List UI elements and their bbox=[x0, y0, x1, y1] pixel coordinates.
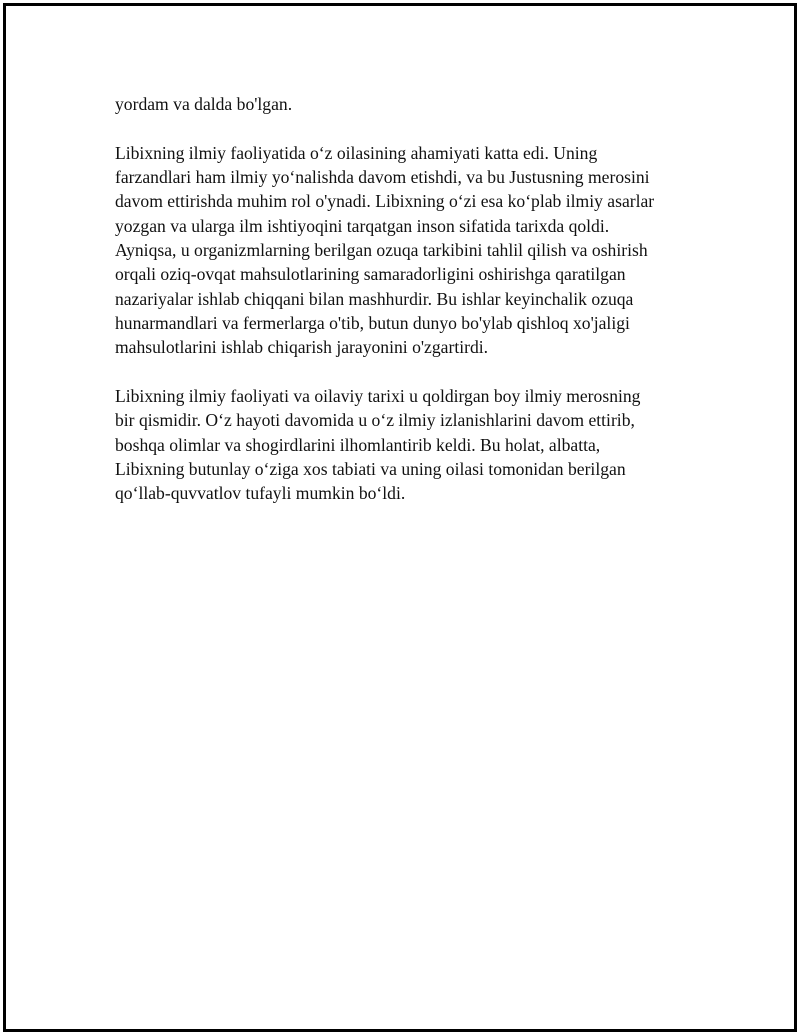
text-line: Libixning ilmiy faoliyatida o‘z oilasining ahamiyati katta edi. Uning bbox=[115, 142, 598, 163]
paragraph-2 bbox=[115, 141, 675, 360]
text-line: yozgan va ularga ilm ishtiyoqini tarqatgan inson sifatida tarixda qoldi. bbox=[115, 215, 610, 236]
paragraph-3 bbox=[115, 384, 675, 505]
text-line: Libixning butunlay o‘ziga xos tabiati va uning oilasi tomonidan berilgan bbox=[115, 458, 626, 479]
text-line: nazariyalar ishlab chiqqani bilan mashhurdir. Bu ishlar keyinchalik ozuqa bbox=[115, 288, 634, 309]
text-line: bir qismidir. O‘z hayoti davomida u o‘z ilmiy izlanishlarini davom ettirib, bbox=[115, 410, 635, 431]
text-line: yordam va dalda bo'lgan. bbox=[115, 94, 293, 114]
text-line: qo‘llab-quvvatlov tufayli mumkin bo‘ldi. bbox=[115, 483, 406, 504]
text-line: orqali oziq-ovqat mahsulotlarining samaradorligini oshirishga qaratilgan bbox=[115, 264, 626, 285]
text-line: davom ettirishda muhim rol o'ynadi. Libixning o‘zi esa ko‘plab ilmiy asarlar bbox=[115, 191, 655, 212]
text-line: Ayniqsa, u organizmlarning berilgan ozuqa tarkibini tahlil qilish va oshirish bbox=[115, 239, 648, 260]
text-line: mahsulotlarini ishlab chiqarish jarayonini o'zgartirdi. bbox=[115, 337, 489, 358]
document-body bbox=[115, 92, 675, 530]
text-line: boshqa olimlar va shogirdlarini ilhomlantirib keldi. Bu holat, albatta, bbox=[115, 434, 601, 455]
text-line: Libixning ilmiy faoliyati va oilaviy tarixi u qoldirgan boy ilmiy merosning bbox=[115, 385, 641, 406]
text-line: hunarmandlari va fermerlarga o'tib, butun dunyo bo'ylab qishloq xo'jaligi bbox=[115, 312, 630, 333]
text-line: farzandlari ham ilmiy yo‘nalishda davom etishdi, va bu Justusning merosini bbox=[115, 167, 650, 188]
paragraph-1 bbox=[115, 92, 675, 116]
